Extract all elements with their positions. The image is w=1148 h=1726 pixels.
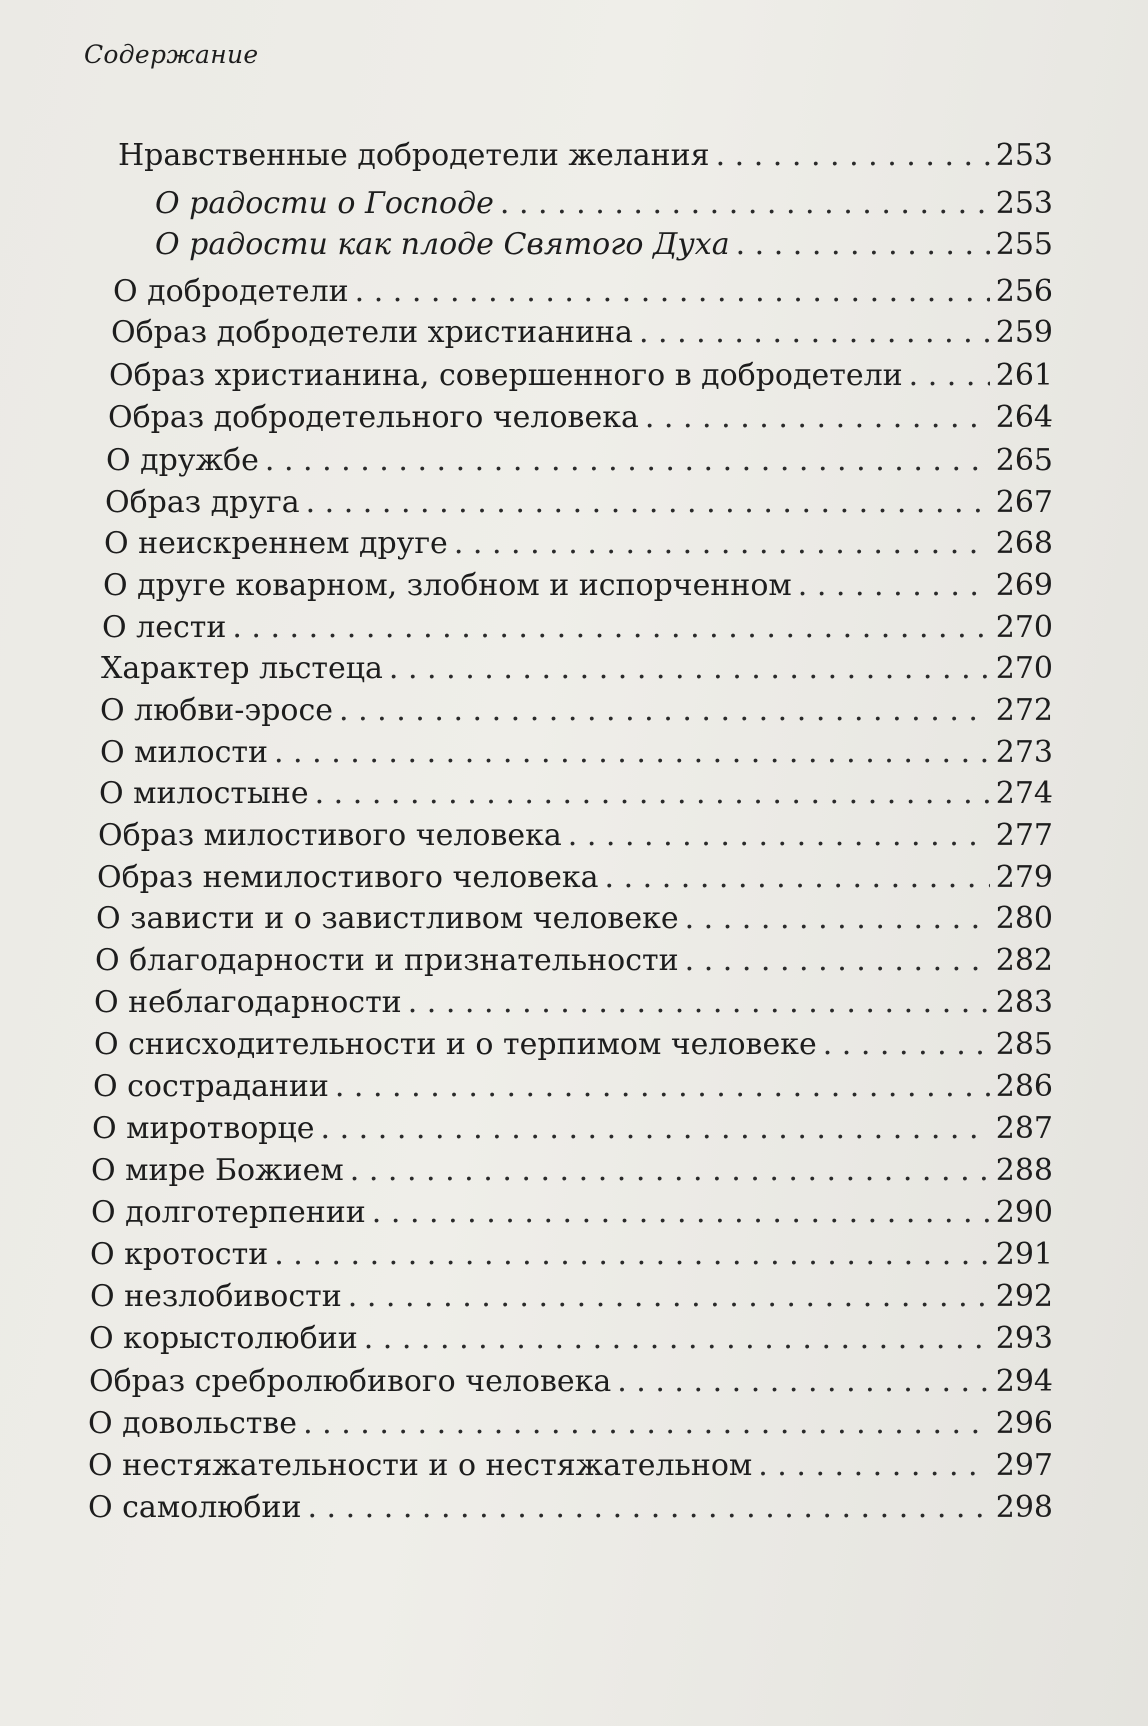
dot-leader — [408, 985, 990, 1021]
toc-entry-title: Нравственные добродетели желания — [118, 138, 710, 173]
toc-entry-page-number: 269 — [995, 568, 1053, 603]
toc-entry — [96, 901, 1053, 937]
toc-entry — [101, 651, 1053, 687]
dot-leader — [568, 818, 990, 854]
dot-leader — [500, 186, 990, 222]
toc-entry-title: О снисходительности и о терпимом человеке — [94, 1027, 817, 1062]
dot-leader — [335, 1069, 990, 1105]
toc-entry-title: Образ сребролюбивого человека — [89, 1364, 612, 1399]
toc-entry-page-number: 264 — [995, 400, 1053, 435]
toc-entry — [108, 400, 1053, 436]
toc-entry-title: О миротворце — [92, 1111, 315, 1146]
toc-entry-page-number: 288 — [995, 1153, 1053, 1188]
toc-entry — [90, 1237, 1053, 1273]
toc-entry-page-number: 259 — [995, 315, 1053, 350]
toc-entry — [93, 1069, 1053, 1105]
toc-entry — [89, 1364, 1053, 1400]
dot-leader — [274, 1237, 990, 1273]
toc-entry-page-number: 286 — [995, 1069, 1053, 1104]
toc-entry — [111, 315, 1053, 351]
toc-entry-title: Образ милостивого человека — [98, 818, 562, 853]
toc-entry-page-number: 277 — [995, 818, 1053, 853]
dot-leader — [685, 943, 990, 979]
toc-entry — [95, 943, 1053, 979]
toc-entry-title: Образ немилостивого человека — [97, 860, 599, 895]
dot-leader — [617, 1364, 990, 1400]
toc-entry-title: О долготерпении — [91, 1195, 366, 1230]
toc-entry-page-number: 261 — [995, 358, 1053, 393]
toc-entry — [94, 985, 1053, 1021]
toc-entry-page-number: 272 — [995, 693, 1053, 728]
toc-entry-page-number: 282 — [995, 943, 1053, 978]
toc-entry — [109, 358, 1053, 394]
toc-entry-page-number: 270 — [995, 610, 1053, 645]
dot-leader — [307, 1490, 989, 1526]
toc-entry-page-number: 268 — [995, 526, 1053, 561]
toc-entry-page-number: 287 — [995, 1111, 1053, 1146]
dot-leader — [232, 610, 989, 646]
dot-leader — [321, 1111, 990, 1147]
toc-entry-title: О радости о Господе — [155, 186, 494, 221]
dot-leader — [315, 776, 990, 812]
toc-entry — [113, 274, 1053, 310]
toc-entry — [88, 1448, 1053, 1484]
toc-entry-title: О сострадании — [93, 1069, 329, 1104]
toc-entry — [103, 568, 1053, 604]
dot-leader — [303, 1406, 990, 1442]
toc-entry-page-number: 267 — [995, 485, 1053, 520]
toc-entry — [97, 860, 1053, 896]
toc-entry-page-number: 297 — [995, 1448, 1053, 1483]
dot-leader — [265, 443, 990, 479]
toc-entry-title: О неблагодарности — [94, 985, 402, 1020]
toc-entry-page-number: 265 — [995, 443, 1053, 478]
toc-entry-page-number: 298 — [995, 1490, 1053, 1525]
toc-entry — [94, 1027, 1053, 1063]
toc-entry — [92, 1111, 1053, 1147]
dot-leader — [758, 1448, 990, 1484]
toc-entry — [100, 735, 1053, 771]
toc-entry-title: Образ друга — [105, 485, 300, 520]
toc-entry-title: Характер льстеца — [101, 651, 383, 686]
toc-entry — [90, 1279, 1053, 1315]
dot-leader — [339, 693, 990, 729]
toc-entry — [91, 1153, 1053, 1189]
toc-entry — [100, 693, 1053, 729]
dot-leader — [909, 358, 990, 394]
toc-entry — [99, 776, 1053, 812]
toc-entry-page-number: 294 — [995, 1364, 1053, 1399]
toc-entry — [105, 485, 1053, 521]
toc-entry-title: О радости как плоде Святого Духа — [155, 227, 730, 262]
toc-entry-title: Образ добродетельного человека — [108, 400, 639, 435]
toc-entry-page-number: 280 — [995, 901, 1053, 936]
toc-entry-title: Образ добродетели христианина — [111, 315, 633, 350]
running-head: Содержание — [84, 40, 259, 69]
dot-leader — [454, 526, 990, 562]
dot-leader — [685, 901, 990, 937]
dot-leader — [736, 227, 990, 263]
toc-entry-title: О мире Божием — [91, 1153, 344, 1188]
dot-leader — [798, 568, 990, 604]
toc-entry-page-number: 253 — [995, 138, 1053, 173]
toc-entry-title: О неискреннем друге — [104, 526, 448, 561]
toc-entry-title: О дружбе — [106, 443, 259, 478]
toc-entry-title: О любви-эросе — [100, 693, 334, 728]
toc-entry — [88, 1490, 1053, 1526]
toc-entry-page-number: 293 — [995, 1321, 1053, 1356]
dot-leader — [350, 1153, 990, 1189]
toc-entry-page-number: 283 — [995, 985, 1053, 1020]
toc-entry-title: О друге коварном, злобном и испорченном — [103, 568, 792, 603]
toc-entry — [118, 138, 1053, 174]
dot-leader — [823, 1027, 990, 1063]
toc-entry — [155, 227, 1053, 263]
toc-entry-title: О самолюбии — [88, 1490, 302, 1525]
toc-entry — [91, 1195, 1053, 1231]
toc-entry-page-number: 270 — [995, 651, 1053, 686]
toc-entry-page-number: 279 — [995, 860, 1053, 895]
toc-entry-page-number: 296 — [995, 1406, 1053, 1441]
dot-leader — [645, 400, 990, 436]
toc-entry-title: О зависти и о завистливом человеке — [96, 901, 679, 936]
dot-leader — [716, 138, 990, 174]
toc-entry-page-number: 274 — [995, 776, 1053, 811]
toc-entry-title: О кротости — [90, 1237, 269, 1272]
dot-leader — [306, 485, 990, 521]
toc-entry-title: О нестяжательности и о нестяжательном — [88, 1448, 753, 1483]
toc-entry-title: О добродетели — [113, 274, 349, 309]
dot-leader — [274, 735, 990, 771]
toc-entry-page-number: 291 — [995, 1237, 1053, 1272]
toc-entry — [88, 1406, 1053, 1442]
toc-entry-title: О лести — [102, 610, 227, 645]
toc-entry — [104, 526, 1053, 562]
toc-entry-title: Образ христианина, совершенного в добродетели — [109, 358, 903, 393]
toc-entry-page-number: 256 — [995, 274, 1053, 309]
dot-leader — [364, 1321, 990, 1357]
toc-entry-title: О довольстве — [88, 1406, 298, 1441]
toc-entry-page-number: 255 — [995, 227, 1053, 262]
dot-leader — [348, 1279, 990, 1315]
dot-leader — [372, 1195, 990, 1231]
toc-entry-page-number: 285 — [995, 1027, 1053, 1062]
toc-entry-page-number: 273 — [995, 735, 1053, 770]
toc-entry-title: О милости — [100, 735, 268, 770]
dot-leader — [605, 860, 990, 896]
dot-leader — [355, 274, 990, 310]
dot-leader — [389, 651, 990, 687]
toc-entry — [102, 610, 1053, 646]
toc-entry-title: О милостыне — [99, 776, 309, 811]
toc-entry — [98, 818, 1053, 854]
toc-entry-title: О незлобивости — [90, 1279, 342, 1314]
toc-entry-page-number: 290 — [995, 1195, 1053, 1230]
dot-leader — [639, 315, 990, 351]
toc-entry — [89, 1321, 1053, 1357]
toc-entry-page-number: 292 — [995, 1279, 1053, 1314]
toc-entry-page-number: 253 — [995, 186, 1053, 221]
toc-entry-title: О корыстолюбии — [89, 1321, 358, 1356]
toc-entry — [155, 186, 1053, 222]
toc-entry — [106, 443, 1053, 479]
toc-entry-title: О благодарности и признательности — [95, 943, 679, 978]
